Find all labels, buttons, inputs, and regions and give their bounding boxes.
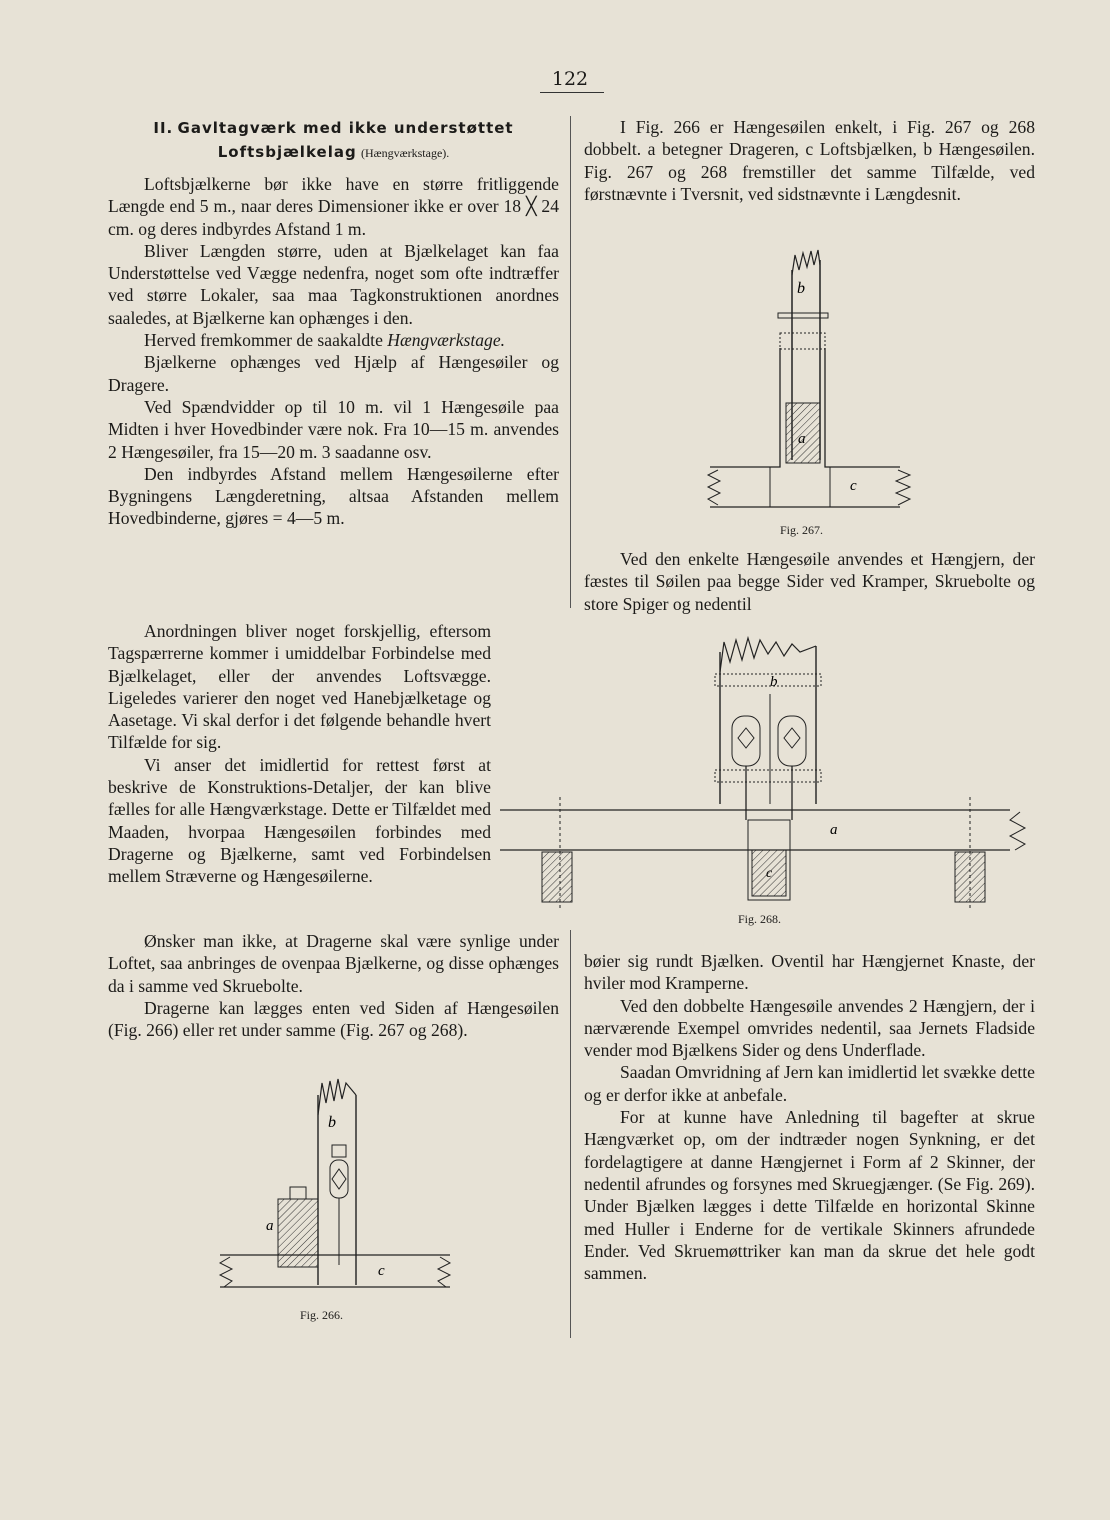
paragraph: Ved Spændvidder op til 10 m. vil 1 Hængesøile paa Midten i hver Hovedbinder være nok. Fra 10—15 m. anvendes 2 Hængesøiler, fra 15—20 m. 3 saadanne osv. [108,396,559,462]
page-number: 122 [551,68,589,90]
right-column [584,116,1035,205]
fig-266-caption: Fig. 266. [300,1308,344,1322]
paragraph: Ved den dobbelte Hængesøile anvendes 2 Hængjern, der i nærværende Exempel omvrides nedentil, saa Jernets Fladside vender mod Bjælkens Sider og dens Underflade. [584,995,1035,1061]
label-b: b [328,1114,336,1131]
column-divider-lower [570,930,571,1338]
label-c: c [850,478,857,494]
left-column-lower [108,930,559,1041]
figure-268 [500,632,1035,912]
paragraph: For at kunne have Anledning til bagefter at skrue Hængværket op, om der indtræder nogen Synkning, er det fordelagtigere at danne Hængjernet i Form af 2 Skinner, der nedentil afrundes og forsynes med Skruegjænger. (Se Fig. 269). Under Bjælken lægges i dette Tilfælde en horizontal Skinne med Huller i Enderne for de vertikale Skinners afrundede Ender. Ved Skruemøttriker kan man da skrue det hele godt sammen. [584,1107,1035,1284]
fig-267-caption: Fig. 267. [780,523,824,537]
paragraph [108,329,559,351]
right-column-lower [584,950,1035,1284]
fig-268-caption: Fig. 268. [738,912,782,926]
label-a: a [798,431,806,447]
left-column-narrow [108,620,491,888]
left-column [108,116,559,530]
heading-roman: II. [153,119,174,137]
heading-line-1: Gavltagværk med ikke understøttet [177,119,514,137]
figure-266 [210,1075,460,1310]
paragraph: bøier sig rundt Bjælken. Oventil har Hængjernet Knaste, der hviler mod Kramperne. [584,951,1035,994]
label-b: b [797,280,805,297]
label-a: a [266,1218,274,1234]
paragraph: Loftsbjælkerne bør ikke have en større fritliggende Længde end 5 m., naar deres Dimensioner ikke er over 18 ╳ 24 cm. og deres indbyrdes Afstand 1 m. [108,174,559,239]
label-c: c [378,1263,385,1279]
label-c: c [766,866,773,881]
paragraph: Anordningen bliver noget forskjellig, eftersom Tagspærrerne kommer i umiddelbar Forbindelse med Bjælkelaget, eller der anvendes Loftsvægge. Ligeledes varierer den noget ved Hanebjælketage og Aasetage. Vi skal derfor i det følgende behandle hvert Tilfælde for sig. [108,621,491,753]
column-divider [570,116,571,608]
text: Herved fremkommer de saakaldte [144,330,388,351]
paragraph: Vi anser det imidlertid for rettest først at beskrive de Konstruktions-Detaljer, der kan blive fælles for alle Hængværkstage. Dette er Tilfældet med Maaden, hvorpaa Hængesøilen forbindes med Dragerne og Bjælkerne, samt ved Forbindelsen mellem Stræverne og Hængesøilerne. [108,754,491,887]
heading-subtitle: (Hængværkstage). [360,146,450,160]
label-b: b [770,674,778,690]
paragraph: Den indbyrdes Afstand mellem Hængesøilerne efter Bygningens Længderetning, altsaa Afstanden mellem Hovedbinderne, gjøres = 4—5 m. [108,463,559,529]
paragraph: I Fig. 266 er Hængesøilen enkelt, i Fig. 267 og 268 dobbelt. a betegner Drageren, c Loftsbjælken, b Hængesøilen. Fig. 267 og 268 fremstiller det samme Tilfælde, ved førstnævnte i Tversnit, ved sidstnævnte i Længdesnit. [584,117,1035,204]
label-a: a [830,822,838,838]
paragraph: Saadan Omvridning af Jern kan imidlertid let svække dette og er derfor ikke at anbefale. [584,1062,1035,1105]
page-number-rule [540,92,604,93]
section-heading [108,116,559,165]
paragraph: Ved den enkelte Hængesøile anvendes et Hængjern, der fæstes til Søilen paa begge Sider ved Kramper, Skruebolte og store Spiger og nedentil [584,549,1035,614]
right-column-mid [584,548,1035,615]
paragraph: Ønsker man ikke, at Dragerne skal være synlige under Loftet, saa anbringes de ovenpaa Bjælkerne, og disse ophænges da i samme ved Skruebolte. [108,931,559,996]
paragraph: Bjælkerne ophænges ved Hjælp af Hængesøiler og Dragere. [108,352,559,395]
paragraph: Dragerne kan lægges enten ved Siden af Hængesøilen (Fig. 266) eller ret under samme (Fig. 267 og 268). [108,997,559,1041]
figure-267 [700,245,920,520]
heading-line-2: Loftsbjælkelag [217,143,357,161]
paragraph: Bliver Længden større, uden at Bjælkelaget kan faa Understøttelse ved Vægge nedenfra, noget som ofte indtræffer ved større Lokaler, saa maa Tagkonstruktionen anordnes saaledes, at Bjælkerne kan ophænges i den. [108,240,559,328]
italic-term: Hængværkstage. [387,330,506,351]
